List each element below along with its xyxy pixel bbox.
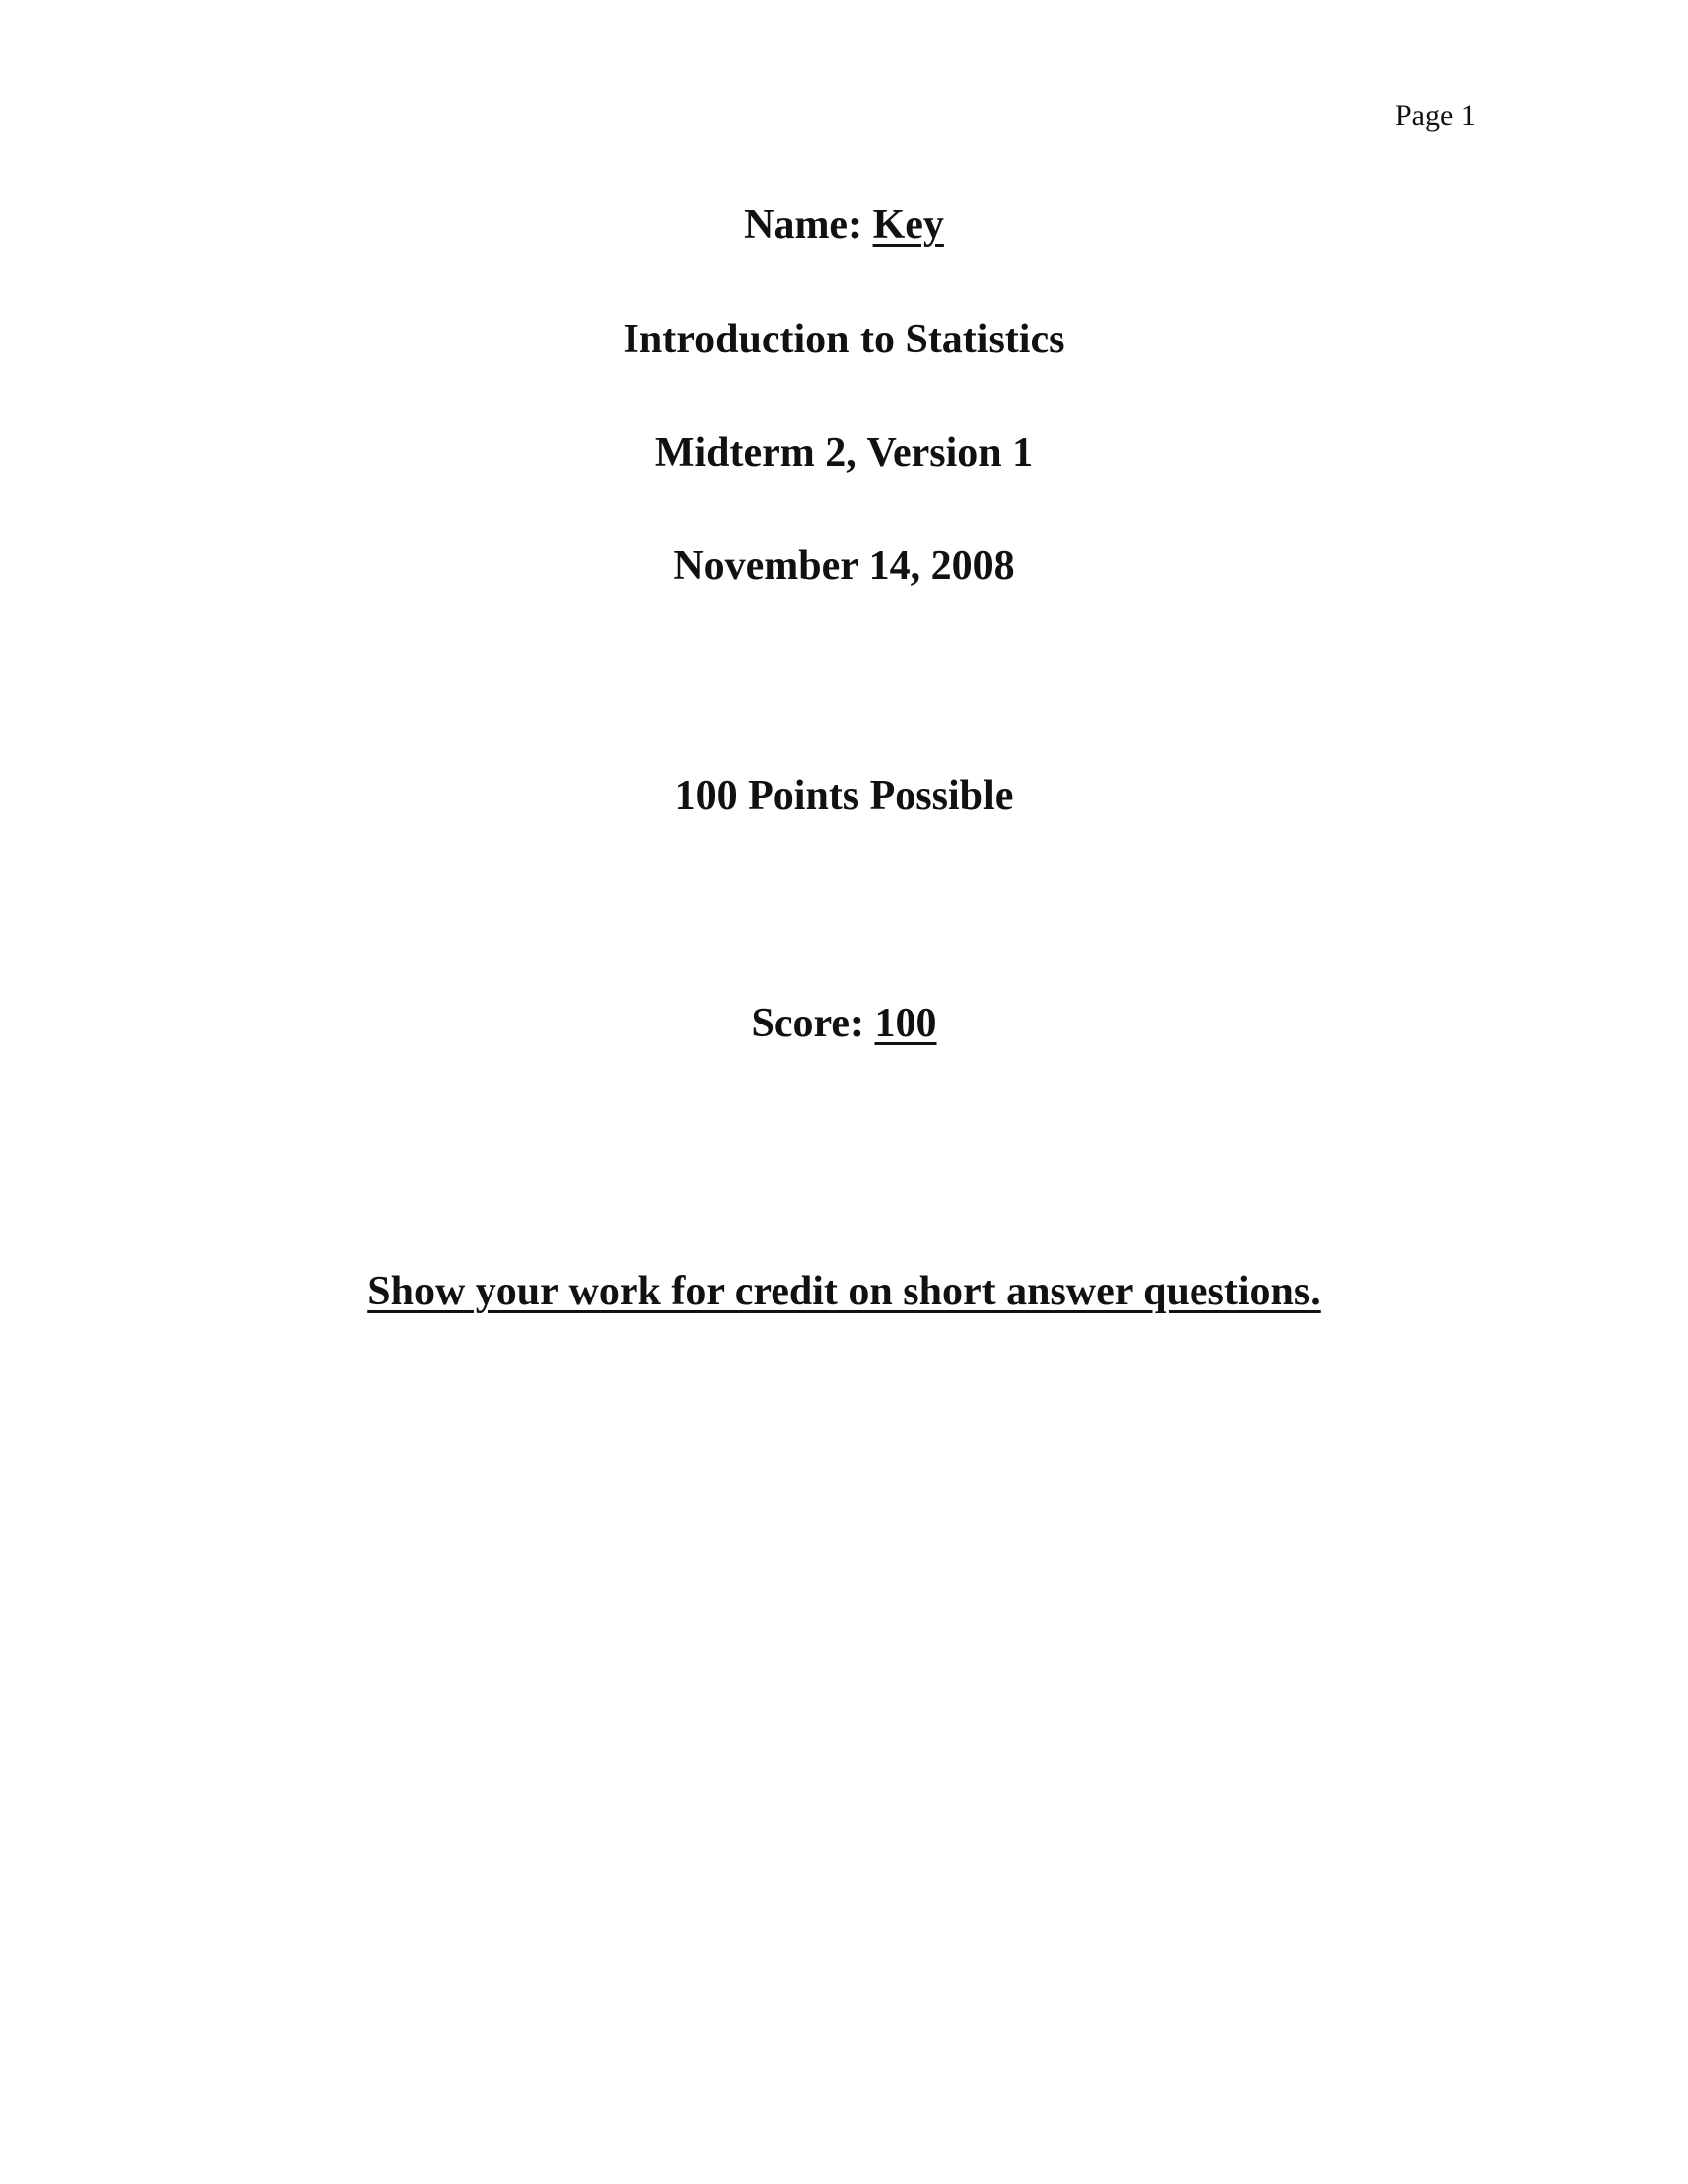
page-number: Page 1 [1395, 99, 1476, 132]
exam-title: Midterm 2, Version 1 [654, 430, 1034, 476]
instructions-text: Show your work for credit on short answer questions. [367, 1269, 1321, 1314]
score-label: Score: [751, 1001, 864, 1046]
name-value: Key [872, 203, 944, 248]
name-label: Name: [744, 203, 863, 248]
name-line [0, 205, 1688, 246]
course-title: Introduction to Statistics [623, 317, 1065, 362]
instructions [0, 1271, 1688, 1312]
points-possible: 100 Points Possible [674, 773, 1014, 819]
exam-date: November 14, 2008 [673, 543, 1015, 589]
score-value: 100 [874, 1001, 937, 1046]
score-line [0, 1003, 1688, 1044]
